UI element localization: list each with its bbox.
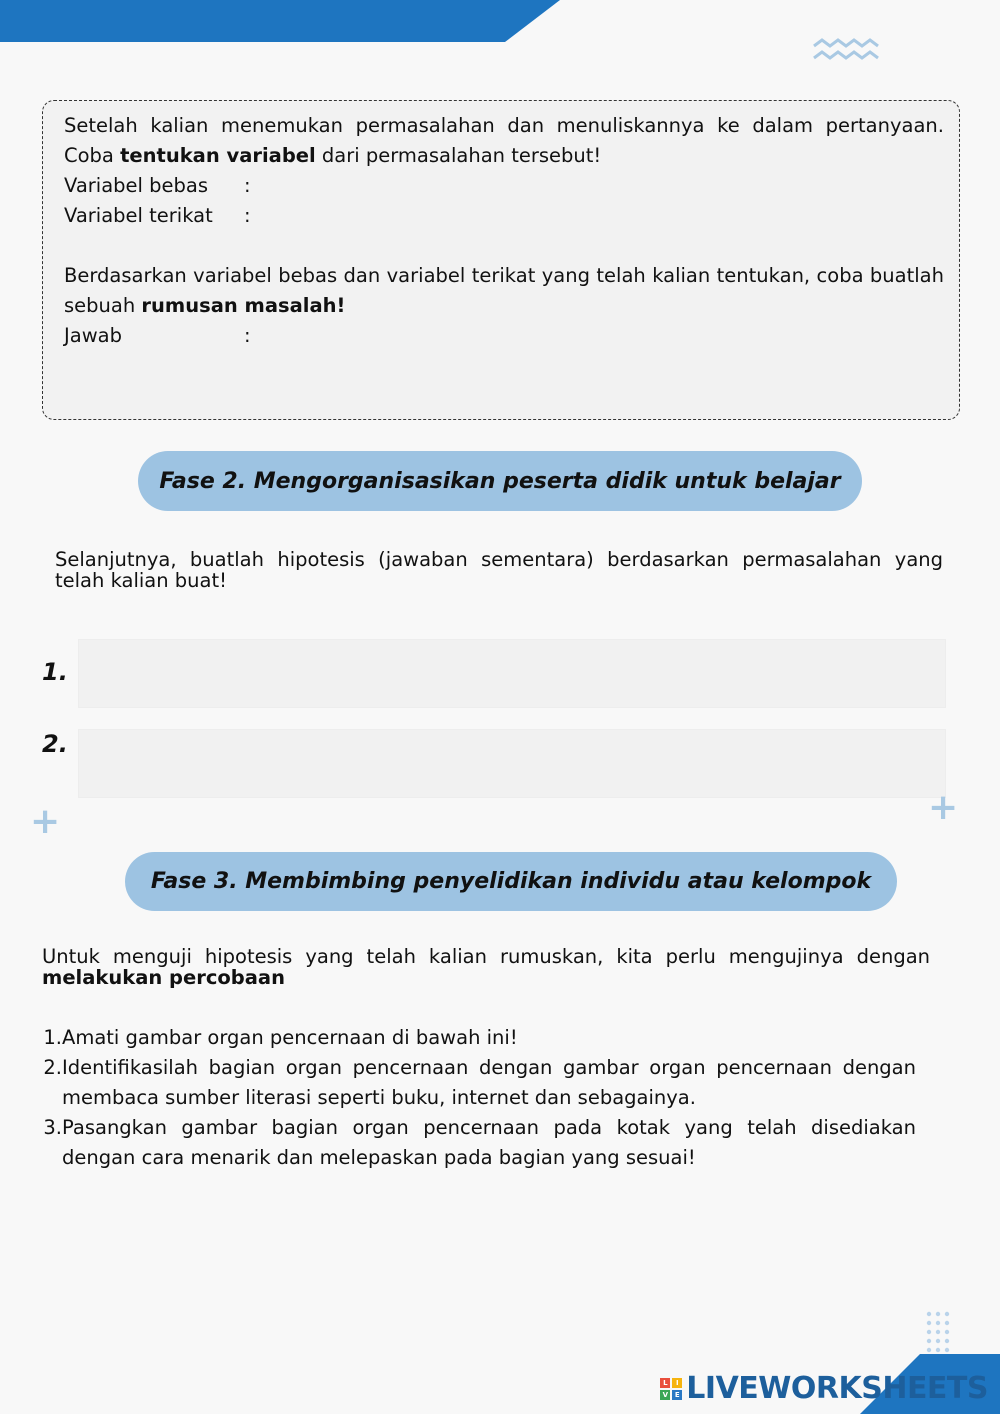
hypothesis-instruction: Selanjutnya, buatlah hipotesis (jawaban sementara) berdasarkan permasalahan yang telah kalian buat! [55, 548, 943, 592]
answer-number-1: 1. [42, 658, 68, 686]
list-item: 3. Pasangkan gambar bagian organ pencernaan pada kotak yang telah disediakan dengan cara menarik dan melepaskan pada bagian yang sesuai! [43, 1116, 916, 1169]
hypothesis-answer-field-2[interactable] [78, 729, 946, 798]
answer-number-2: 2. [42, 730, 68, 758]
plus-decoration-icon: + [30, 801, 61, 842]
variable-instruction: Setelah kalian menemukan permasalahan dan menuliskannya ke dalam pertanyaan. Coba tentukan variabel dari permasalahan tersebut! [64, 114, 944, 167]
liveworksheets-logo [660, 1371, 988, 1406]
variable-terikat-label: Variabel terikat [64, 204, 213, 227]
list-item: 1. Amati gambar organ pencernaan di bawah ini! [43, 1026, 518, 1049]
experiment-steps-list [42, 1023, 916, 1173]
hypothesis-answer-field-1[interactable] [78, 639, 946, 708]
rumusan-instruction: Berdasarkan variabel bebas dan variabel terikat yang telah kalian tentukan, coba buatlah sebuah rumusan masalah! [64, 264, 944, 317]
list-item: 2. Identifikasilah bagian organ pencernaan dengan gambar organ pencernaan dengan membaca sumber literasi seperti buku, internet dan sebagainya. [43, 1056, 916, 1109]
experiment-intro: Untuk menguji hipotesis yang telah kalian rumuskan, kita perlu mengujinya dengan melakukan percobaan [42, 945, 930, 989]
jawab-label: Jawab [64, 324, 122, 347]
dot-grid-decoration-icon [925, 1310, 955, 1354]
variable-bebas-label: Variabel bebas [64, 174, 209, 197]
jawab-row: Jawab : [64, 321, 251, 351]
zigzag-decoration-icon [810, 36, 884, 64]
logo-badge-icon: L I V E [660, 1378, 682, 1400]
logo-text: LIVEWORKSHEETS [686, 1371, 988, 1406]
header-decoration-bar [0, 0, 560, 42]
variable-terikat-row: Variabel terikat : [64, 201, 251, 231]
plus-decoration-icon: + [928, 787, 959, 828]
phase-3-title: Fase 3. Membimbing penyelidikan individu atau kelompok [125, 852, 897, 911]
phase-2-title: Fase 2. Mengorganisasikan peserta didik untuk belajar [138, 451, 862, 511]
variable-bebas-row: Variabel bebas : [64, 171, 251, 201]
